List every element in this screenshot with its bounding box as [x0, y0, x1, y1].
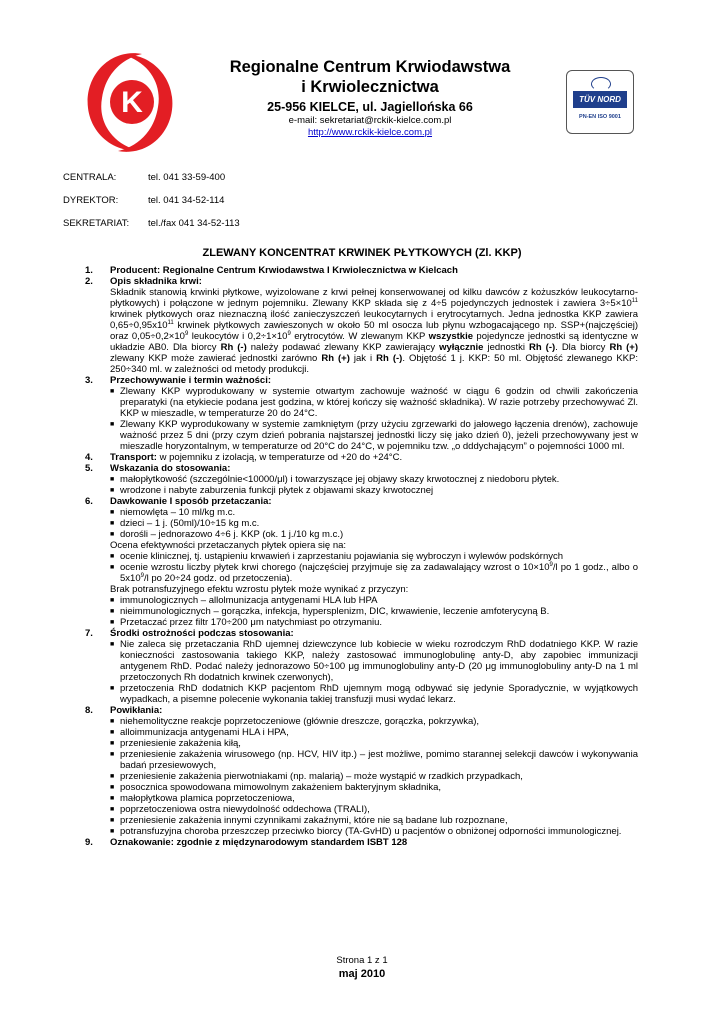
org-address: 25-956 KIELCE, ul. Jagiellońska 66: [267, 100, 473, 114]
list-item: ■ alloimmunizacja antygenami HLA i HPA,: [110, 727, 289, 738]
list-item: ■ przeniesienie zakażenia pierwotniakami (np. malarią) – może wystąpić w rzadkich przypadkach,: [110, 771, 523, 782]
list-item: ■ wrodzone i nabyte zaburzenia funkcji płytek z objawami skazy krwotocznej: [110, 485, 434, 496]
tuv-brand: TÜV NORD: [573, 91, 627, 108]
list-item: ■ przeniesienie zakażenia wirusowego (np. HCV, HIV itp.) – jest możliwe, pomimo starannej selekcji dawców i wykonywania badań przesiewowych,: [110, 749, 638, 771]
section-9: 9. Oznakowanie: zgodnie z międzynarodowym standardem ISBT 128: [85, 837, 408, 848]
list-item: ■ niemowlęta – 10 ml/kg m.c.: [110, 507, 236, 518]
list-item: ■ Nie zaleca się przetaczania RhD ujemnej dziewczynce lub kobiecie w wieku rozrodczym RhD dodatniego KKP. W razie konieczności zastosowania takiego KKP, należy zastosować immunoglobulinę anty-D, aby zapobiec immunizacji antygenem RhD. Podać należy jednorazowo 50÷100 μg immunoglobuliny anty-D (20 μg immunoglobuliny anty-D na 1 ml przetoczonych Rh dodatnich krwinek czerwonych),: [110, 639, 638, 683]
letterhead: [200, 57, 540, 139]
contact-label: SEKRETARIAT:: [63, 218, 130, 229]
section-heading: Opis składnika krwi:: [110, 276, 202, 287]
list-item: ■ potransfuzyjna choroba przeszczep przeciwko biorcy (TA-GvHD) u pacjentów o obniżonej odporności immunologicznej.: [110, 826, 622, 837]
contact-label: DYREKTOR:: [63, 195, 119, 206]
list-item: ■ ocenie wzrostu liczby płytek krwi chorego (najczęściej przyjmuje się za zadawalający wzrost o $10\times 10^9/l$ po 1 godz., albo o $5x10^9/l$ po 20÷24 godz. od przetoczenia).: [110, 561, 639, 584]
list-item: ■ ocenie klinicznej, tj. ustąpieniu krwawień i zaprzestaniu pojawiania się wybroczyn i wylewów podskórnych: [110, 551, 564, 562]
document-body: [85, 265, 638, 848]
page-footer: [0, 955, 724, 981]
section-3: 3. Przechowywanie i termin ważności: ■ Zlewany KKP wyprodukowany w systemie otwartym zachowuje ważność w ciągu 6 godzin od chwili zakończenia preparatyki (na etykiecie podana jest godzina, w której kończy się ważność składnika). W razie potrzeby przechowywać Zl. KKP w mieszadle, w temperaturze 20 do 24°C. ■ Zlewany KKP wyprodukowany w systemie zamkniętym (przy użyciu zgrzewarki do jałowego łączenia drenów), zachowuje ważność przez 5 dni (przy czym dzień pobrania najstarszej jednostki liczy się jako dzień 0), jeżeli przechowywany jest w mieszadle horyzontalnym, w temperaturze od 20°C do 24°C, w pojemniku tzw. „o dddychającym” o pojemności 1000 ml.: [85, 375, 638, 452]
list-item: ■ Przetaczać przez filtr 170÷200 μm natychmiast po otrzymaniu.: [110, 617, 383, 628]
list-item: ■ małopłytkowa plamica poprzetoczeniowa,: [110, 793, 295, 804]
contact-value: tel. 041 34-52-114: [148, 195, 225, 206]
list-item: ■ posocznica spowodowana mimowolnym zakażeniem bakteryjnym składnika,: [110, 782, 442, 793]
contact-label: CENTRALA:: [63, 172, 117, 183]
list-item: ■ przetoczenia RhD dodatnich KKP pacjentom RhD ujemnym mogą odbywać się jedynie Sporadycznie, w wyjątkowych wypadkach, a pisemne polecenie wykonania takiej transfuzji musi wydać lekarz.: [110, 683, 638, 705]
list-item: ■ przeniesienie zakażenia kiłą,: [110, 738, 241, 749]
efficacy-intro: Ocena efektywności przetaczanych płytek opiera się na:: [110, 540, 347, 551]
iso-standard: PN-EN ISO 9001: [579, 114, 621, 120]
contact-value: tel. 041 33-59-400: [148, 172, 226, 183]
org-website-link[interactable]: http://www.rckik-kielce.com.pl: [307, 127, 433, 138]
list-item: ■ Zlewany KKP wyprodukowany w systemie zamkniętym (przy użyciu zgrzewarki do jałowego łączenia drenów), zachowuje ważność przez 5 dni (przy czym dzień pobrania najstarszej jednostki liczy się jako dzień 0), jeżeli przechowywany jest w mieszadle horyzontalnym, w temperaturze od 20°C do 24°C, w pojemniku tzw. „o dddychającym” o pojemności 1000 ml.: [110, 419, 638, 452]
document-date: maj 2010: [338, 968, 386, 980]
org-email: e-mail: sekretariat@rckik-kielce.com.pl: [288, 115, 452, 126]
component-description: Składnik stanowią krwinki płytkowe, wyizolowane z krwi pełnej konserwowanej od kilku dawców z kożuszków leukocytarno-płytkowych) i połączone w jednym pojemniku. Zlewany KKP składa się z 4÷5 pojedynczych jednostek i zawiera $3\div 5\times 10^{11}$ krwinek płytkowych oraz nieznaczną ilość zanieczyszczeń leukocytarnych i erytrocytarnych. Jedna jednostka KKP zawiera $0,65\div 0,95x10^{11}$ krwinek płytkowych zawieszonych w około 50 ml osocza lub płynu wzbogacającego np. SSP+(najczęściej) oraz $0,05\div 0,2\times 10^9$ leukocytów i $0,2\div 1\times 10^9$ erytrocytów. W zlewanym KKP wszystkie pojedyncze jednostki są identyczne w układzie AB0. Dla biorcy Rh (-) należy podawać zlewany KKP zawierający wyłącznie jednostki Rh (-). Dla biorcy Rh (+) zlewany KKP może zawierać jednostki zarówno Rh (+) jak i Rh (-). Objętość 1 j. KKP: 50 ml. Objętość zlewanego KKP: 250÷340 ml. w zależności od metody produkcji.: [110, 287, 639, 375]
producer-line: Producent: Regionalne Centrum Krwiodawstwa I Krwiolecznictwa w Kielcach: [110, 265, 458, 276]
section-8: 8. Powikłania: ■ niehemolityczne reakcje poprzetoczeniowe (głównie dreszcze, gorączka, pokrzywka), ■ alloimmunizacja antygenami HLA i HPA, ■ przeniesienie zakażenia kiłą, ■ przeniesienie zakażenia wirusowego (np. HCV, HIV itp.) – jest możliwe, pomimo starannej selekcji dawców i wykonywania badań przesiewowych, ■ przeniesienie zakażenia pierwotniakami (np. malarią) – może wystąpić w rzadkich przypadkach, ■ posocznica spowodowana mimowolnym zakażeniem bakteryjnym składnika, ■ małopłytkowa plamica poprzetoczeniowa, ■ poprzetoczeniowa ostra niewydolność oddechowa (TRALI), ■ przeniesienie zakażenia innymi czynnikami zakaźnymi, które nie są badane lub rozpoznane, ■ potransfuzyjna choroba przeszczep przeciwko biorcy (TA-GvHD) u pacjentów o obniżonej odporności immunologicznej.: [85, 705, 638, 837]
tuv-swirl-icon: [591, 77, 611, 91]
list-item: ■ dzieci – 1 j. (50ml)/10÷15 kg m.c.: [110, 518, 260, 529]
svg-text:K: K: [121, 86, 143, 119]
list-item: ■ nieimmunologicznych – gorączka, infekcja, hypersplenizm, DIC, krwawienie, leczenie amfoterycyną B.: [110, 606, 550, 617]
section-2: 2. Opis składnika krwi: Składnik stanowią krwinki płytkowe, wyizolowane z krwi pełnej konserwowanej od kilku dawców z kożuszków leukocytarno-płytkowych) i połączone w jednym pojemniku. Zlewany KKP składa się z 4÷5 pojedynczych jednostek i zawiera $3\div 5\times 10^{11}$ krwinek płytkowych oraz nieznaczną ilość zanieczyszczeń leukocytarnych i erytrocytarnych. Jedna jednostka KKP zawiera $0,65\div 0,95x10^{11}$ krwinek płytkowych zawieszonych w około 50 ml osocza lub płynu wzbogacającego np. SSP+(najczęściej) oraz $0,05\div 0,2\times 10^9$ leukocytów i $0,2\div 1\times 10^9$ erytrocytów. W zlewanym KKP wszystkie pojedyncze jednostki są identyczne w układzie AB0. Dla biorcy Rh (-) należy podawać zlewany KKP zawierający wyłącznie jednostki Rh (-). Dla biorcy Rh (+) zlewany KKP może zawierać jednostki zarówno Rh (+) jak i Rh (-). Objętość 1 j. KKP: 50 ml. Objętość zlewanego KKP: 250÷340 ml. w zależności od metody produkcji.: [85, 276, 639, 375]
section-heading: Dawkowanie I sposób przetaczania:: [110, 496, 272, 507]
list-item: ■ dorośli – jednorazowo 4÷6 j. KKP (ok. 1 j./10 kg m.c.): [110, 529, 344, 540]
org-name-line1: Regionalne Centrum Krwiodawstwa: [229, 58, 511, 76]
org-name-line2: i Krwiolecznictwa: [301, 78, 439, 96]
section-4: 4. Transport: w pojemniku z izolacją, w temperaturze od +20 do +24°C.: [85, 452, 403, 463]
list-item: ■ Zlewany KKP wyprodukowany w systemie otwartym zachowuje ważność w ciągu 6 godzin od chwili zakończenia preparatyki (na etykiecie podana jest godzina, w której kończy się ważność składnika). W razie potrzeby przechowywać Zl. KKP w mieszadle, w temperaturze 20 do 24°C.: [110, 386, 638, 419]
page-number: Strona 1 z 1: [336, 955, 388, 966]
section-heading: Wskazania do stosowania:: [110, 463, 231, 474]
contact-value: tel./fax 041 34-52-113: [148, 218, 240, 229]
section-1: 1. Producent: Regionalne Centrum Krwiodawstwa I Krwiolecznictwa w Kielcach: [85, 265, 458, 276]
lack-of-effect-intro: Brak potransfuzyjnego efektu wzrostu płytek może wynikać z przyczyn:: [110, 584, 409, 595]
section-heading: Powikłania:: [110, 705, 163, 716]
list-item: ■ poprzetoczeniowa ostra niewydolność oddechowa (TRALI),: [110, 804, 370, 815]
rckik-logo: [80, 50, 180, 155]
section-heading: Przechowywanie i termin ważności:: [110, 375, 272, 386]
list-item: ■ immunologicznych – allolmunizacja antygenami HLA lub HPA: [110, 595, 378, 606]
list-item: ■ niehemolityczne reakcje poprzetoczeniowe (głównie dreszcze, gorączka, pokrzywka),: [110, 716, 480, 727]
section-heading: Środki ostrożności podczas stosowania:: [110, 628, 294, 639]
list-item: ■ małopłytkowość (szczególnie<10000/μl) i towarzyszące jej objawy skazy krwotocznej z niedoboru płytek.: [110, 474, 560, 485]
section-heading: Transport:: [110, 452, 157, 463]
tuv-nord-certificate: [566, 70, 634, 134]
labeling-line: Oznakowanie: zgodnie z międzynarodowym standardem ISBT 128: [110, 837, 408, 848]
section-5: 5. Wskazania do stosowania: ■ małopłytkowość (szczególnie<10000/μl) i towarzyszące jej objawy skazy krwotocznej z niedoboru płytek. ■ wrodzone i nabyte zaburzenia funkcji płytek z objawami skazy krwotocznej: [85, 463, 638, 496]
section-7: 7. Środki ostrożności podczas stosowania: ■ Nie zaleca się przetaczania RhD ujemnej dziewczynce lub kobiecie w wieku rozrodczym RhD dodatniego KKP. W razie konieczności zastosowania takiego KKP, należy zastosować immunoglobulinę anty-D, aby zapobiec immunizacji antygenem RhD. Podać należy jednorazowo 50÷100 μg immunoglobuliny anty-D (20 μg immunoglobuliny anty-D na 1 ml przetoczonych Rh dodatnich krwinek czerwonych), ■ przetoczenia RhD dodatnich KKP pacjentom RhD ujemnym mogą odbywać się jedynie Sporadycznie, w wyjątkowych wypadkach, a pisemne polecenie wykonania takiej transfuzji musi wydać lekarz.: [85, 628, 638, 705]
section-6: 6. Dawkowanie I sposób przetaczania: ■ niemowlęta – 10 ml/kg m.c. ■ dzieci – 1 j. (50ml)/10÷15 kg m.c. ■ dorośli – jednorazowo 4÷6 j. KKP (ok. 1 j./10 kg m.c.) Ocena efektywności przetaczanych płytek opiera się na: ■ ocenie klinicznej, tj. ustąpieniu krwawień i zaprzestaniu pojawiania się wybroczyn i wylewów podskórnych ■ ocenie wzrostu liczby płytek krwi chorego (najczęściej przyjmuje się za zadawalający wzrost o $10\times 10^9/l$ po 1 godz., albo o $5x10^9/l$ po 20÷24 godz. od przetoczenia). Brak potransfuzyjnego efektu wzrostu płytek może wynikać z przyczyn: ■ immunologicznych – allolmunizacja antygenami HLA lub HPA ■ nieimmunologicznych – gorączka, infekcja, hypersplenizm, DIC, krwawienie, leczenie amfoterycyną B. ■ Przetaczać przez filtr 170÷200 μm natychmiast po otrzymaniu.: [85, 496, 639, 628]
list-item: ■ przeniesienie zakażenia innymi czynnikami zakaźnymi, które nie są badane lub rozpoznane,: [110, 815, 508, 826]
document-title: ZLEWANY KONCENTRAT KRWINEK PŁYTKOWYCH (Zl. KKP): [202, 247, 522, 259]
